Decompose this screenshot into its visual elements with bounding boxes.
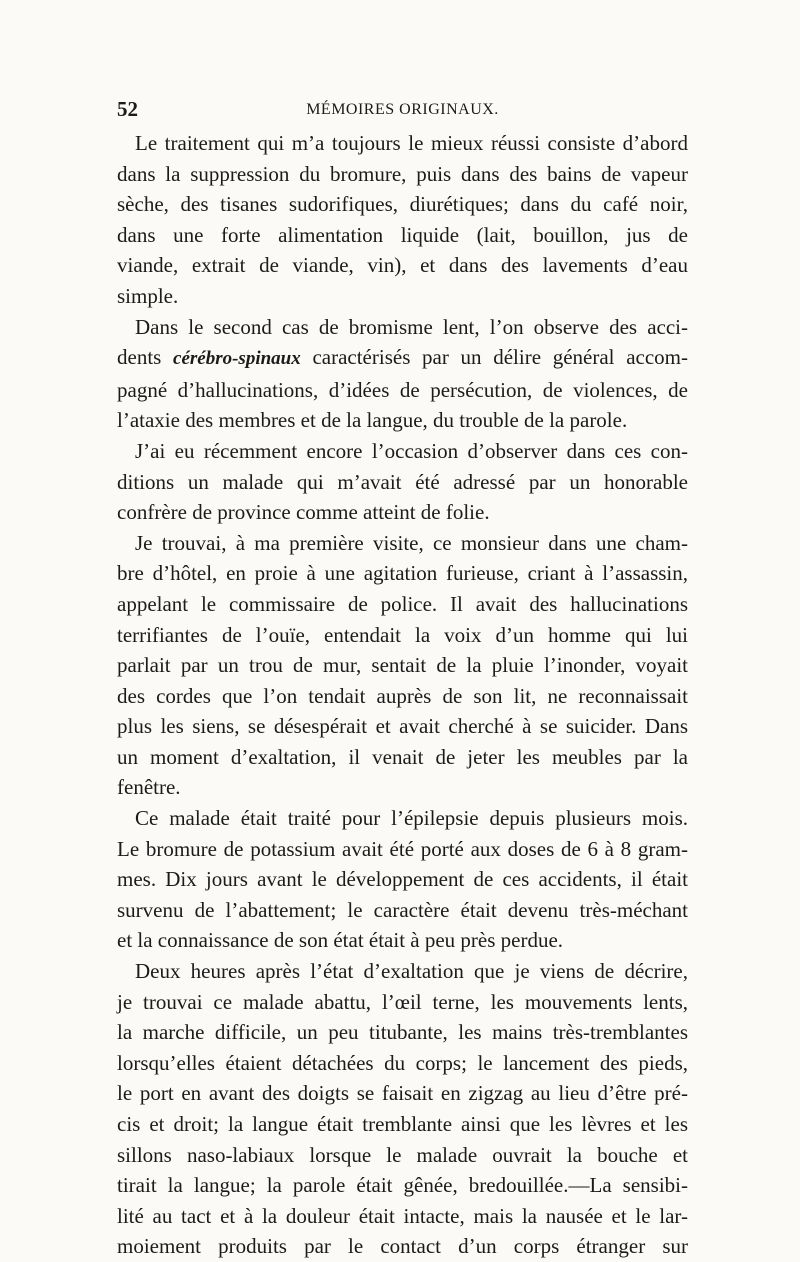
text-line: Le traitement qui m’a toujours le mieux réussi consiste d’abord <box>135 131 688 155</box>
paragraph <box>117 128 688 312</box>
text-line: Ce malade était traité pour l’épilepsie depuis plusieurs mois. <box>135 806 688 831</box>
text-fragment: caractérisés par un délire général accom- <box>312 345 688 370</box>
text-line: Le bromure de potassium avait été porté aux doses de 6 à 8 gram- <box>117 836 688 861</box>
running-title: MÉMOIRES ORIGINAUX. <box>306 101 499 118</box>
text-line: et la connaissance de son état était à peu près perdue. <box>117 928 564 953</box>
paragraph <box>117 436 688 528</box>
text-line: viande, extrait de viande, vin), et dans des lavements d’eau <box>117 253 688 278</box>
text-line: confrère de province comme atteint de folie. <box>117 500 490 525</box>
paragraph <box>117 528 688 803</box>
text-line: sillons naso-labiaux lorsque le malade ouvrait la bouche et <box>117 1142 688 1167</box>
text-line: dans la suppression du bromure, puis dans des bains de vapeur <box>117 161 688 186</box>
text-line: l’ataxie des membres et de la langue, du trouble de la parole. <box>117 408 628 433</box>
text-line: sèche, des tisanes sudorifiques, diurétiques; dans du café noir, <box>117 192 688 217</box>
text-line: tirait la langue; la parole était gênée, bredouillée.—La sensibi- <box>117 1173 688 1198</box>
paragraph <box>117 956 688 1262</box>
text-fragment: dents <box>117 345 174 370</box>
text-line: bre d’hôtel, en proie à une agitation furieuse, criant à l’assassin, <box>117 561 688 586</box>
text-line: Je trouvai, à ma première visite, ce monsieur dans une cham- <box>135 530 688 555</box>
text-line: lorsqu’elles étaient détachées du corps; le lancement des pieds, <box>117 1050 688 1075</box>
text-line: fenêtre. <box>117 775 181 800</box>
body-text <box>117 128 688 1262</box>
text-line: survenu de l’abattement; le caractère était devenu très-méchant <box>117 897 688 922</box>
text-line: Dans le second cas de bromisme lent, l’on observe des acci- <box>135 314 688 339</box>
text-line: dans une forte alimentation liquide (lait, bouillon, jus de <box>117 222 688 247</box>
text-line: lité au tact et à la douleur était intacte, mais la nausée et le lar- <box>117 1203 688 1228</box>
text-line: des cordes que l’on tendait auprès de son lit, ne reconnaissait <box>117 683 688 708</box>
italic-term: cérébro-spinaux <box>173 348 301 370</box>
page-header <box>117 97 688 127</box>
text-line: parlait par un trou de mur, sentait de la pluie l’inonder, voyait <box>117 653 688 678</box>
text-line: plus les siens, se désespérait et avait cherché à se suicider. Dans <box>117 714 688 739</box>
text-line <box>117 342 688 375</box>
text-line: cis et droit; la langue était tremblante ainsi que les lèvres et les <box>117 1112 688 1136</box>
text-line: je trouvai ce malade abattu, l’œil terne, les mouvements lents, <box>117 989 688 1014</box>
text-line: un moment d’exaltation, il venait de jeter les meubles par la <box>117 744 688 769</box>
paragraph <box>117 803 688 956</box>
text-line: moiement produits par le contact d’un corps étranger sur <box>117 1234 688 1259</box>
text-line: mes. Dix jours avant le développement de ces accidents, il était <box>117 867 688 892</box>
text-line: appelant le commissaire de police. Il avait des hallucinations <box>117 591 688 616</box>
text-line: simple. <box>117 283 179 308</box>
text-line: ditions un malade qui m’avait été adressé par un honorable <box>117 469 688 494</box>
paragraph <box>117 312 688 436</box>
text-line: J’ai eu récemment encore l’occasion d’observer dans ces con- <box>135 438 688 463</box>
text-line: pagné d’hallucinations, d’idées de persécution, de violences, de <box>117 377 688 402</box>
text-line: le port en avant des doigts se faisait en zigzag au lieu d’être pré- <box>117 1081 688 1106</box>
text-line: la marche difficile, un peu titubante, les mains très-tremblantes <box>117 1020 688 1045</box>
page-number: 52 <box>117 97 138 121</box>
text-line: Deux heures après l’état d’exaltation que je viens de décrire, <box>135 959 688 984</box>
text-line: terrifiantes de l’ouïe, entendait la voix d’un homme qui lui <box>117 622 688 647</box>
